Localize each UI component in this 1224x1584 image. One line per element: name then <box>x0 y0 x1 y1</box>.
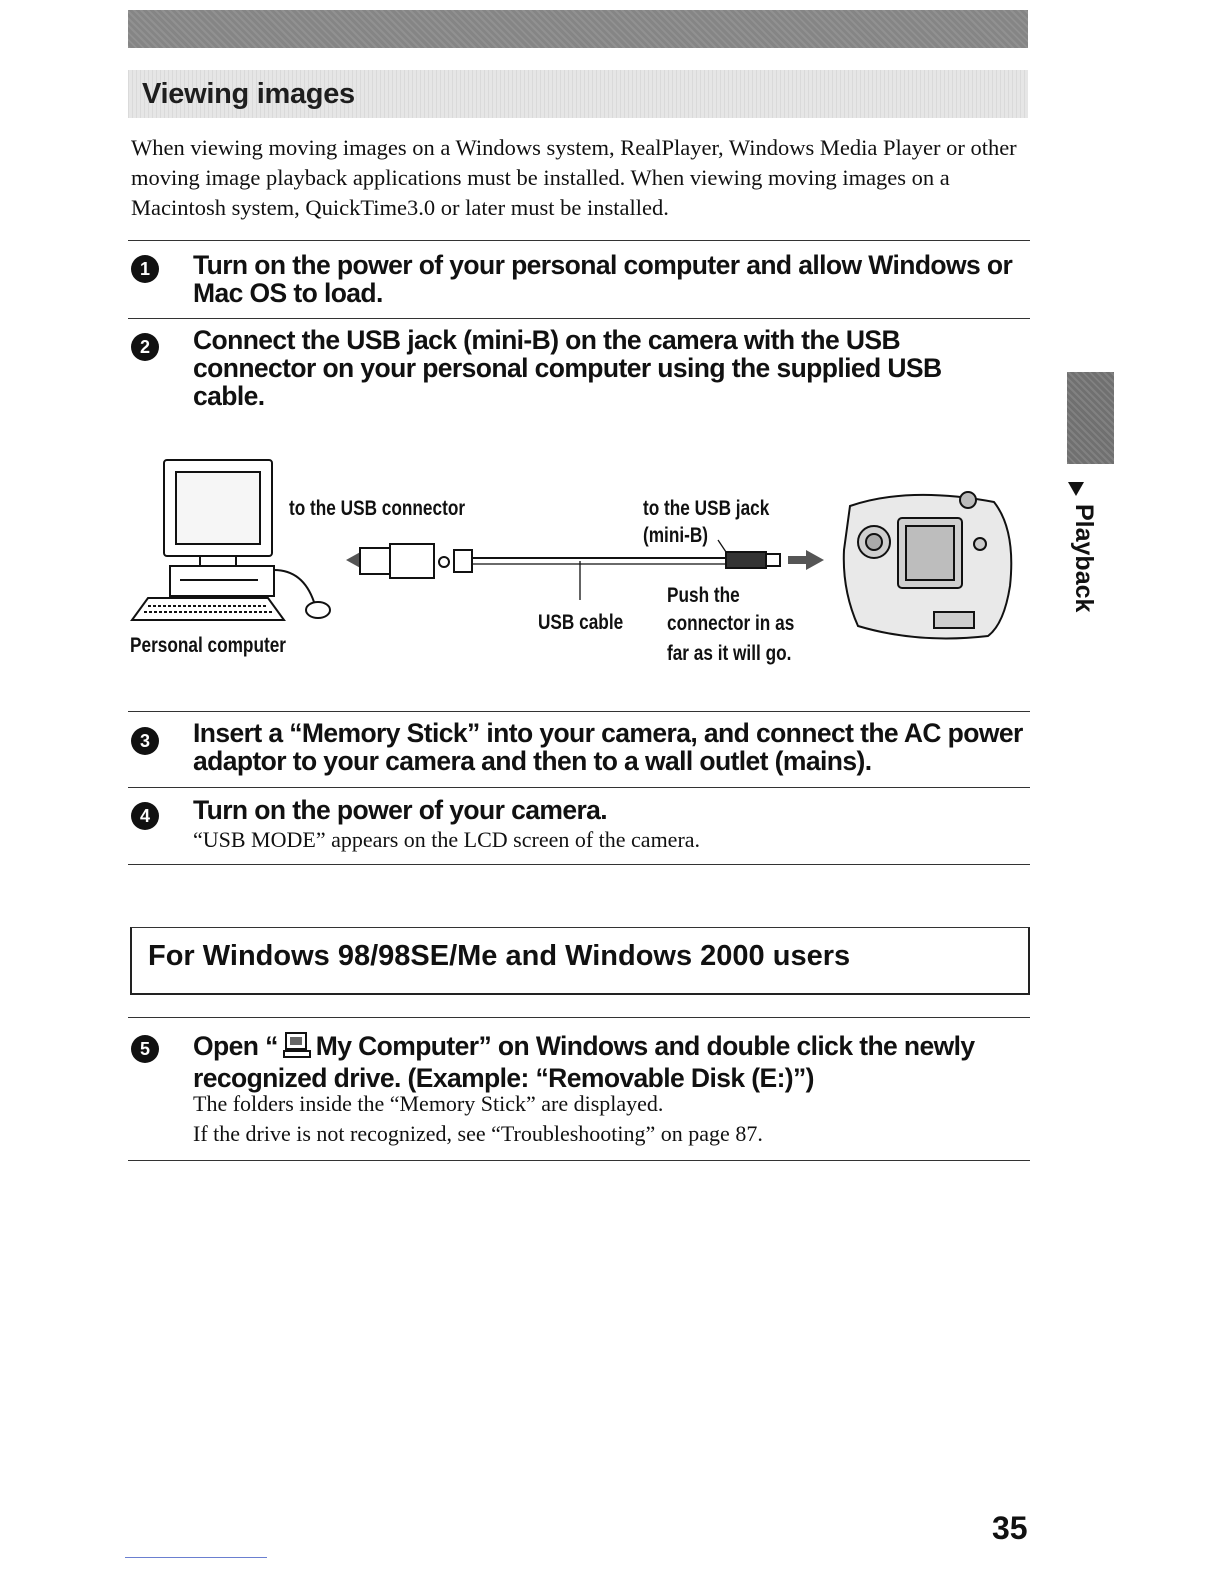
step-5-text-after: My Computer” on Windows and double click the newly recognized drive. (Example: “Removable Disk (E:)”) <box>193 1031 975 1093</box>
step-5-note-2: If the drive is not recognized, see “Troubleshooting” on page 87. <box>193 1121 763 1146</box>
step-number-1: 1 <box>131 255 159 283</box>
step-4-note: “USB MODE” appears on the LCD screen of the camera. <box>193 827 701 852</box>
footer-line <box>125 1557 267 1558</box>
camera-icon <box>844 492 1012 638</box>
divider <box>128 318 1030 319</box>
divider <box>128 240 1030 241</box>
computer-icon <box>132 460 330 620</box>
step-5-note-1: The folders inside the “Memory Stick” are displayed. <box>193 1091 664 1116</box>
step-number-4: 4 <box>131 802 159 830</box>
label-far-as-it-will-go: far as it will go. <box>667 642 792 665</box>
intro-paragraph: When viewing moving images on a Windows system, RealPlayer, Windows Media Player or other moving image playback applications must be installed. When viewing moving images on a Macintosh system, QuickTime3.0 or later must be installed. <box>131 135 1017 220</box>
page-number: 35 <box>992 1510 1028 1546</box>
step-4-text: Turn on the power of your camera. <box>193 795 608 825</box>
chapter-tab <box>1058 482 1098 632</box>
label-push-the: Push the <box>667 584 740 607</box>
divider <box>128 1160 1030 1161</box>
triangle-down-icon <box>1068 482 1084 496</box>
step-5-text-before: Open “ <box>193 1031 278 1061</box>
step-2-text: Connect the USB jack (mini-B) on the camera with the USB connector on your personal computer using the supplied USB cable. <box>193 325 942 411</box>
label-to-usb-connector: to the USB connector <box>289 497 466 520</box>
step-number-2: 2 <box>131 333 159 361</box>
step-3-text: Insert a “Memory Stick” into your camera, and connect the AC power adaptor to your camera and then to a wall outlet (mains). <box>193 718 1023 776</box>
arrow-right-icon <box>788 550 824 570</box>
step-1-text: Turn on the power of your personal computer and allow Windows or Mac OS to load. <box>193 250 1013 308</box>
divider <box>128 1017 1030 1018</box>
mini-b-plug-icon <box>726 552 780 568</box>
divider <box>128 787 1030 788</box>
step-number-5: 5 <box>131 1035 159 1063</box>
label-to-usb-jack: to the USB jack <box>643 497 770 520</box>
step-number-3: 3 <box>131 727 159 755</box>
windows-users-heading: For Windows 98/98SE/Me and Windows 2000 users <box>148 940 851 972</box>
label-usb-cable: USB cable <box>538 611 624 634</box>
step-5-text <box>193 1031 1033 1092</box>
windows-users-heading-box <box>130 927 1030 995</box>
my-computer-icon <box>282 1031 312 1064</box>
label-personal-computer: Personal computer <box>130 634 286 657</box>
chapter-tab-marker <box>1067 372 1114 464</box>
section-title: Viewing images <box>142 78 355 110</box>
usb-plug-icon <box>360 544 472 578</box>
chapter-tab-label: Playback <box>1070 504 1098 613</box>
label-connector-in-as: connector in as <box>667 612 795 635</box>
divider <box>128 711 1030 712</box>
divider <box>128 864 1030 865</box>
label-mini-b: (mini-B) <box>643 524 709 547</box>
header-band <box>128 10 1028 48</box>
